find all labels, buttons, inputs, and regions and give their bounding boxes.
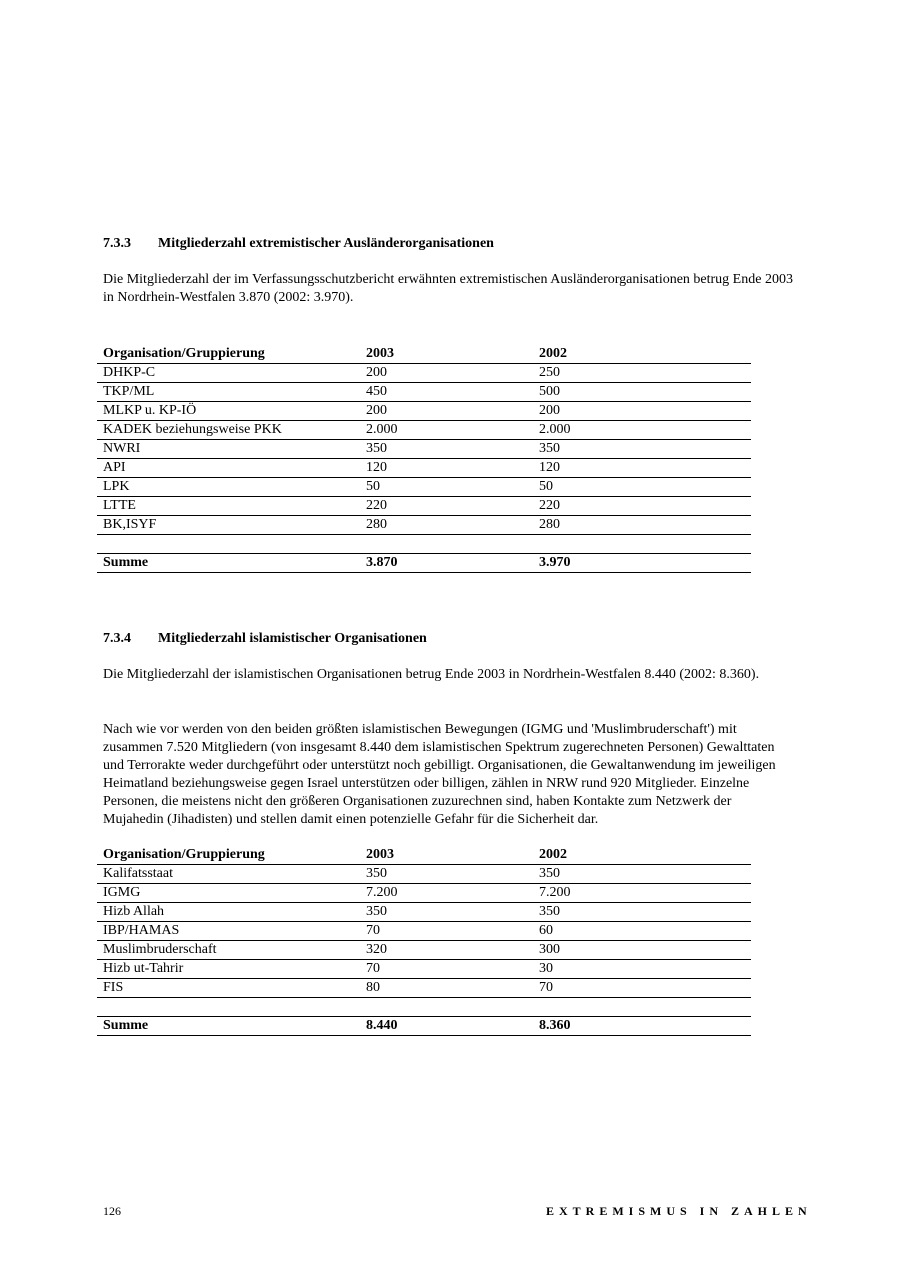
cell-2003: 70: [360, 960, 533, 979]
sum-label: Summe: [97, 554, 360, 573]
cell-2003: 50: [360, 478, 533, 497]
section-title: Mitgliederzahl islamistischer Organisationen: [158, 631, 427, 646]
cell-2002: 60: [533, 922, 751, 941]
cell-2002: 200: [533, 402, 751, 421]
cell-2002: 2.000: [533, 421, 751, 440]
cell-organisation: TKP/ML: [97, 383, 360, 402]
sum-2003: 8.440: [360, 1017, 533, 1036]
cell-2003: 220: [360, 497, 533, 516]
cell-2002: 280: [533, 516, 751, 535]
section-heading-733: [103, 235, 494, 253]
table-spacer-row: [97, 535, 751, 554]
cell-2002: 250: [533, 364, 751, 383]
cell-2002: 70: [533, 979, 751, 998]
cell-2003: 350: [360, 865, 533, 884]
cell-2003: 450: [360, 383, 533, 402]
table-row: [97, 922, 751, 941]
section-number: 7.3.4: [103, 631, 131, 646]
foreign-organisations-table: [97, 345, 751, 573]
header-organisation: Organisation/Gruppierung: [97, 846, 360, 865]
table-header-row: [97, 846, 751, 865]
cell-2003: 120: [360, 459, 533, 478]
table-spacer-row: [97, 998, 751, 1017]
table-sum-row: [97, 554, 751, 573]
cell-organisation: KADEK beziehungsweise PKK: [97, 421, 360, 440]
table-row: [97, 440, 751, 459]
cell-organisation: FIS: [97, 979, 360, 998]
sum-2002: 3.970: [533, 554, 751, 573]
cell-2002: 220: [533, 497, 751, 516]
table-row: [97, 516, 751, 535]
cell-organisation: MLKP u. KP-IÖ: [97, 402, 360, 421]
table-header-row: [97, 345, 751, 364]
section-paragraph-1: Die Mitgliederzahl der islamistischen Organisationen betrug Ende 2003 in Nordrhein-Westfalen 8.440 (2002: 8.360).: [103, 667, 760, 682]
cell-2002: 300: [533, 941, 751, 960]
section-heading-734: [103, 630, 427, 648]
cell-organisation: Muslimbruderschaft: [97, 941, 360, 960]
table-row: [97, 903, 751, 922]
cell-2002: 350: [533, 903, 751, 922]
section-title: Mitgliederzahl extremistischer Ausländerorganisationen: [158, 236, 494, 251]
section-paragraph: Die Mitgliederzahl der im Verfassungsschutzbericht erwähnten extremistischen Ausländerorganisationen betrug Ende 2003 in Nordrhein-Westfalen 3.870 (2002: 3.970).: [103, 272, 793, 305]
sum-label: Summe: [97, 1017, 360, 1036]
table-row: [97, 497, 751, 516]
cell-organisation: Hizb Allah: [97, 903, 360, 922]
cell-organisation: API: [97, 459, 360, 478]
table-row: [97, 402, 751, 421]
table-row: [97, 865, 751, 884]
table-row: [97, 979, 751, 998]
cell-2003: 320: [360, 941, 533, 960]
cell-2002: 350: [533, 440, 751, 459]
cell-2002: 30: [533, 960, 751, 979]
table-row: [97, 478, 751, 497]
table-row: [97, 884, 751, 903]
sum-2003: 3.870: [360, 554, 533, 573]
cell-2003: 350: [360, 440, 533, 459]
cell-organisation: Kalifatsstaat: [97, 865, 360, 884]
table-row: [97, 364, 751, 383]
islamist-organisations-table: [97, 846, 751, 1036]
cell-organisation: BK,ISYF: [97, 516, 360, 535]
header-2003: 2003: [360, 846, 533, 865]
cell-2003: 70: [360, 922, 533, 941]
cell-2002: 350: [533, 865, 751, 884]
table-row: [97, 459, 751, 478]
cell-2002: 120: [533, 459, 751, 478]
section-number: 7.3.3: [103, 236, 131, 251]
cell-2003: 200: [360, 402, 533, 421]
cell-organisation: IGMG: [97, 884, 360, 903]
table-row: [97, 383, 751, 402]
cell-organisation: NWRI: [97, 440, 360, 459]
cell-2002: 50: [533, 478, 751, 497]
cell-2003: 200: [360, 364, 533, 383]
running-footer-title: EXTREMISMUS IN ZAHLEN: [546, 1204, 812, 1218]
cell-organisation: LTTE: [97, 497, 360, 516]
page-number: 126: [103, 1204, 121, 1218]
cell-2003: 80: [360, 979, 533, 998]
table-row: [97, 960, 751, 979]
cell-2003: 2.000: [360, 421, 533, 440]
cell-2002: 7.200: [533, 884, 751, 903]
cell-organisation: LPK: [97, 478, 360, 497]
section-paragraph-2: Nach wie vor werden von den beiden größten islamistischen Bewegungen (IGMG und 'Muslimbruderschaft') mit zusammen 7.520 Mitgliedern (von insgesamt 8.440 dem islamistischen Spektrum zugerechneten Personen) Gewalttaten und Terrorakte weder durchgeführt oder unterstützt noch gebilligt. Organisationen, die Gewaltanwendung im jeweiligen Heimatland beziehungsweise gegen Israel unterstützen oder billigen, zählen in NRW rund 920 Mitglieder. Einzelne Personen, die meistens nicht den größeren Organisationen zuzurechnen sind, haben Kontakte zum Netzwerk der Mujahedin (Jihadisten) und stellen damit einen potenzielle Gefahr für die Sicherheit dar.: [103, 722, 776, 827]
table-row: [97, 941, 751, 960]
cell-2003: 7.200: [360, 884, 533, 903]
header-2003: 2003: [360, 345, 533, 364]
table-row: [97, 421, 751, 440]
cell-2003: 280: [360, 516, 533, 535]
cell-organisation: Hizb ut-Tahrir: [97, 960, 360, 979]
header-2002: 2002: [533, 345, 751, 364]
cell-2002: 500: [533, 383, 751, 402]
sum-2002: 8.360: [533, 1017, 751, 1036]
table-sum-row: [97, 1017, 751, 1036]
header-2002: 2002: [533, 846, 751, 865]
header-organisation: Organisation/Gruppierung: [97, 345, 360, 364]
cell-organisation: DHKP-C: [97, 364, 360, 383]
cell-organisation: IBP/HAMAS: [97, 922, 360, 941]
cell-2003: 350: [360, 903, 533, 922]
